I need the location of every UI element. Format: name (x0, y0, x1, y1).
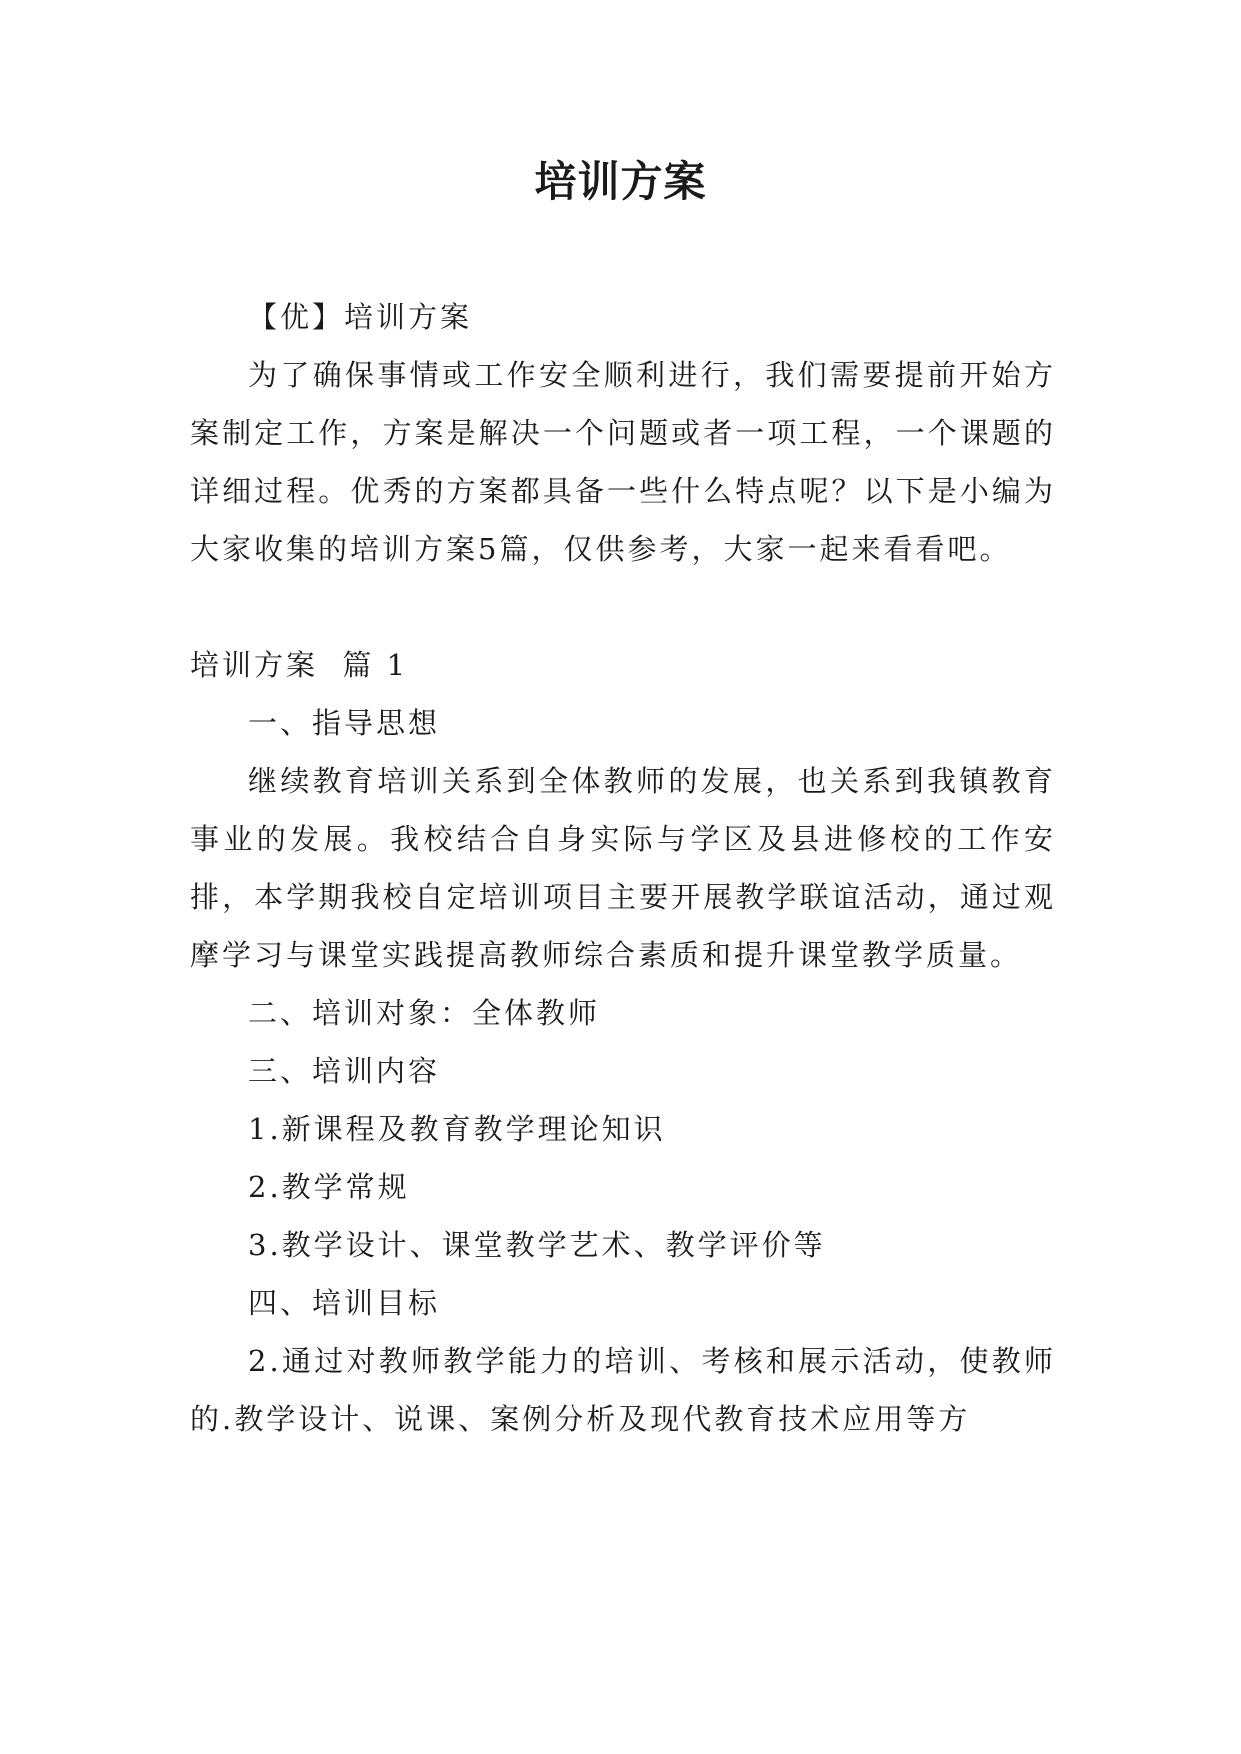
section-label: 培训方案 篇 1 (190, 648, 409, 682)
heading-training-content: 三、培训内容 (248, 1054, 441, 1088)
intro-heading: 【优】培训方案 (248, 300, 473, 334)
heading-guiding-ideology: 一、指导思想 (248, 706, 441, 740)
paragraph-guiding-ideology: 继续教育培训关系到全体教师的发展，也关系到我镇教育事业的发展。我校结合自身实际与学区及县进修校的工作安排，本学期我校自定培训项目主要开展教学联谊活动，通过观摩学习与课堂实践提高教师综合素质和提升课堂教学质量。 (190, 764, 1056, 972)
document-body (190, 288, 1056, 1448)
paragraph-training-goal: 2.通过对教师教学能力的培训、考核和展示活动，使教师的.教学设计、说课、案例分析及现代教育技术应用等方 (190, 1344, 1056, 1436)
heading-training-goal: 四、培训目标 (248, 1286, 441, 1320)
document-title: 培训方案 (534, 157, 707, 206)
paragraph-spacer (190, 578, 1056, 636)
heading-training-target: 二、培训对象：全体教师 (248, 996, 601, 1030)
content-item-3: 3.教学设计、课堂教学艺术、教学评价等 (248, 1228, 826, 1262)
intro-paragraph: 为了确保事情或工作安全顺利进行，我们需要提前开始方案制定工作，方案是解决一个问题或者一项工程，一个课题的详细过程。优秀的方案都具备一些什么特点呢？以下是小编为大家收集的培训方案5篇，仅供参考，大家一起来看看吧。 (190, 358, 1056, 566)
content-item-1: 1.新课程及教育教学理论知识 (248, 1112, 666, 1146)
content-item-2: 2.教学常规 (248, 1170, 410, 1204)
